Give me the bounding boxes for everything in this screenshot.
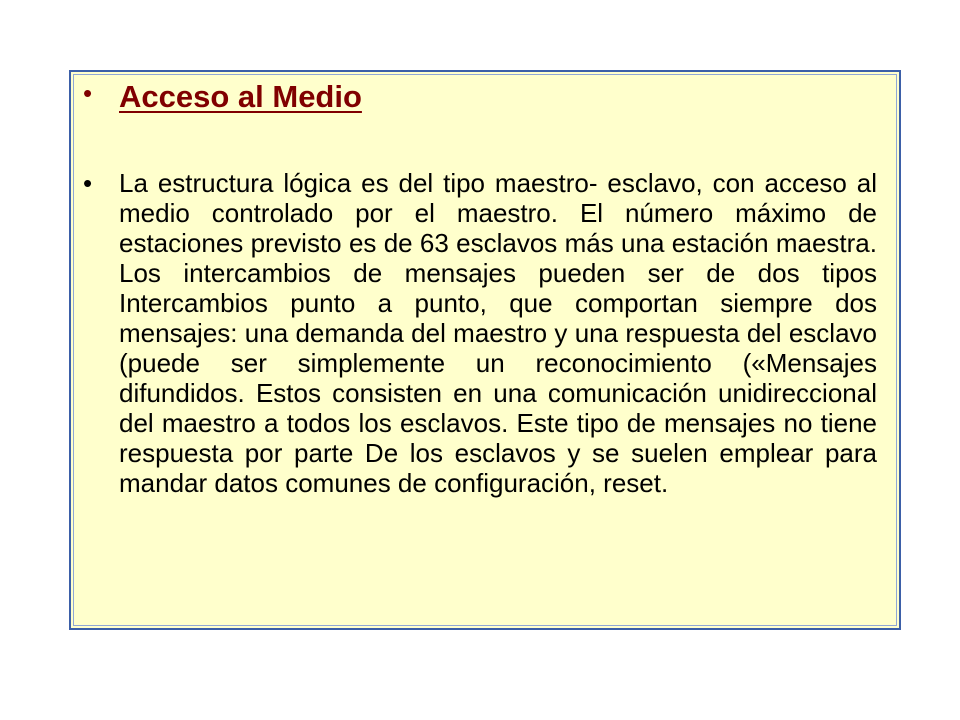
slide-title: Acceso al Medio bbox=[119, 79, 362, 114]
body-paragraph: La estructura lógica es del tipo maestro- esclavo, con acceso al medio controlado por el maestro. El número máximo de estaciones previsto es de 63 esclavos más una estación maestra. Los intercambios de mensajes pueden ser de dos tipos Intercambios punto a punto, que comportan siempre dos mensajes: una demanda del maestro y una respuesta del esclavo (puede ser simplemente un reconocimiento («Mensajes difundidos. Estos consisten en una comunicación unidireccional del maestro a todos los esclavos. Este tipo de mensajes no tiene respuesta por parte De los esclavos y se suelen emplear para mandar datos comunes de configuración, reset. bbox=[119, 168, 877, 498]
bullet-icon: • bbox=[83, 168, 93, 198]
slide-content-box bbox=[69, 70, 901, 630]
bullet-icon: • bbox=[83, 78, 93, 108]
title-bullet-item bbox=[83, 78, 877, 116]
body-bullet-item bbox=[83, 168, 877, 498]
